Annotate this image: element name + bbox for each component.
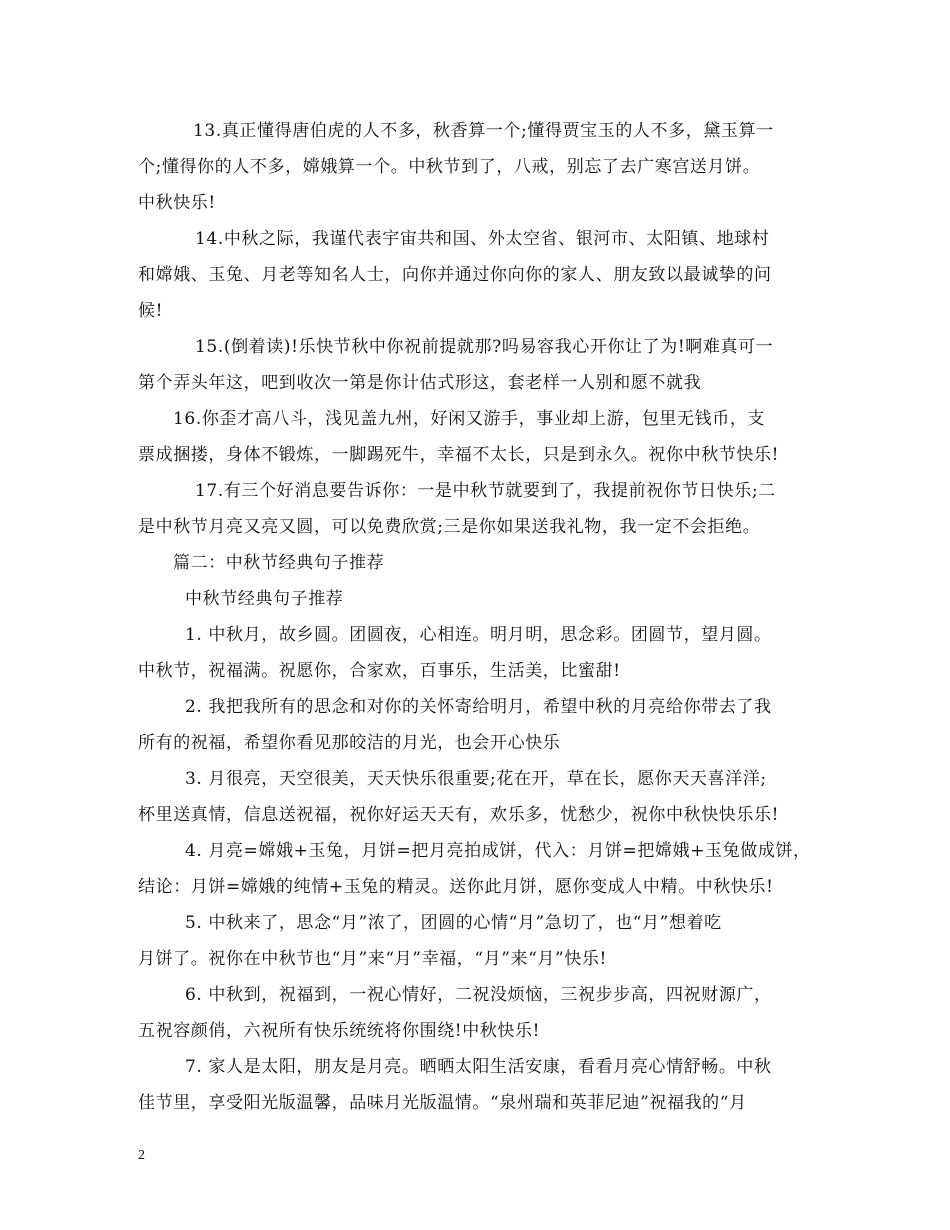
text-line: 15.(倒着读)!乐快节秋中你祝前提就那?吗易容我心开你让了为!啊难真可一 bbox=[195, 337, 774, 357]
text-line: 5. 中秋来了，思念“月”浓了，团圆的心情“月”急切了，也“月”想着吃 bbox=[185, 913, 722, 933]
text-line: 个;懂得你的人不多，嫦娥算一个。中秋节到了，八戒，别忘了去广寒宫送月饼。 bbox=[138, 157, 761, 177]
text-line: 票成捆搂，身体不锻炼，一脚踢死牛，幸福不太长，只是到永久。祝你中秋节快乐! bbox=[138, 445, 780, 465]
page-number: 2 bbox=[138, 1148, 145, 1163]
text-line: 结论：月饼=嫦娥的纯情+玉兔的精灵。送你此月饼，愿你变成人中精。中秋快乐! bbox=[138, 877, 774, 897]
text-line: 4. 月亮=嫦娥+玉兔，月饼=把月亮拍成饼，代入：月饼=把嫦娥+玉兔做成饼， bbox=[185, 841, 811, 861]
text-line: 中秋快乐! bbox=[138, 193, 216, 213]
section-subheading: 中秋节经典句子推荐 bbox=[185, 589, 344, 609]
text-line: 17.有三个好消息要告诉你：一是中秋节就要到了，我提前祝你节日快乐;二 bbox=[195, 481, 776, 501]
text-line: 是中秋节月亮又亮又圆，可以免费欣赏;三是你如果送我礼物，我一定不会拒绝。 bbox=[138, 517, 761, 537]
text-line: 2. 我把我所有的思念和对你的关怀寄给明月，希望中秋的月亮给你带去了我 bbox=[185, 697, 772, 717]
text-line: 佳节里，享受阳光版温馨，品味月光版温情。“泉州瑞和英菲尼迪”祝福我的“月 bbox=[138, 1093, 747, 1113]
text-line: 候! bbox=[138, 301, 164, 321]
text-line: 杯里送真情，信息送祝福，祝你好运天天有，欢乐多，忧愁少，祝你中秋快快乐乐! bbox=[138, 805, 780, 825]
text-line: 和嫦娥、玉兔、月老等知名人士，向你并通过你向你的家人、朋友致以最诚挚的问 bbox=[138, 265, 772, 285]
text-line: 所有的祝福，希望你看见那皎洁的月光，也会开心快乐 bbox=[138, 733, 561, 753]
text-line: 五祝容颜俏，六祝所有快乐统统将你围绕!中秋快乐! bbox=[138, 1021, 541, 1041]
text-line: 月饼了。祝你在中秋节也“月”来“月”幸福，“月”来“月”快乐! bbox=[138, 949, 607, 969]
text-line: 14.中秋之际，我谨代表宇宙共和国、外太空省、银河市、太阳镇、地球村 bbox=[195, 229, 770, 249]
text-line: 16.你歪才高八斗，浅见盖九州，好闲又游手，事业却上游，包里无钱币，支 bbox=[173, 409, 766, 429]
text-line: 3. 月很亮，天空很美，天天快乐很重要;花在开，草在长，愿你天天喜洋洋; bbox=[185, 769, 767, 789]
text-line: 1. 中秋月，故乡圆。团圆夜，心相连。明月明，思念彩。团圆节，望月圆。 bbox=[185, 625, 772, 645]
text-line: 7. 家人是太阳，朋友是月亮。晒晒太阳生活安康，看看月亮心情舒畅。中秋 bbox=[185, 1057, 772, 1077]
text-line: 中秋节，祝福满。祝愿你，合家欢，百事乐，生活美，比蜜甜! bbox=[138, 661, 621, 681]
text-line: 第个弄头年这，吧到收次一第是你计估式形这，套老样一人别和愿不就我 bbox=[138, 373, 702, 393]
text-line: 13.真正懂得唐伯虎的人不多，秋香算一个;懂得贾宝玉的人不多，黛玉算一 bbox=[193, 121, 774, 141]
section-heading: 篇二：中秋节经典句子推荐 bbox=[173, 553, 385, 573]
text-line: 6. 中秋到，祝福到，一祝心情好，二祝没烦恼，三祝步步高，四祝财源广， bbox=[185, 985, 772, 1005]
